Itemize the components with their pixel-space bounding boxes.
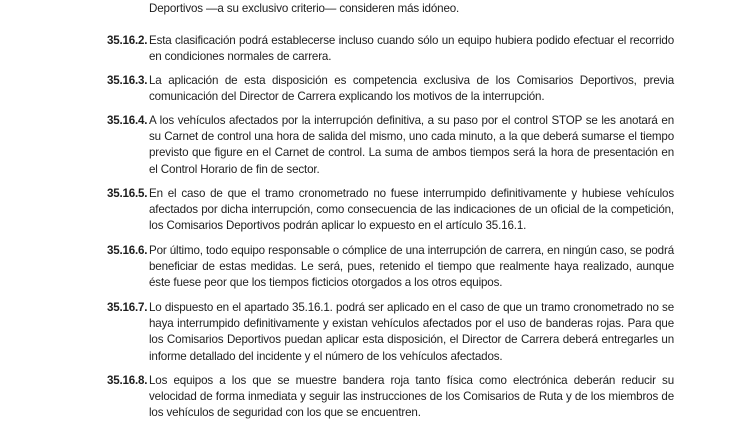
article-number: 35.16.5.: [107, 187, 148, 200]
article-number: 35.16.2.: [107, 34, 148, 47]
article-number: 35.16.4.: [107, 114, 148, 127]
article-number: 35.16.6.: [107, 244, 148, 257]
article-text: Los equipos a los que se muestre bandera roja tanto física como electrónica deberán reducir su velocidad de forma inmediata y seguir las instrucciones de los Comisarios de Ruta y de los miembros de los vehículos de seguridad con los que se encuentren.: [149, 374, 674, 420]
article-number: 35.16.7.: [107, 301, 148, 314]
continuation-text: Deportivos —a su exclusivo criterio— consideren más idóneo.: [149, 2, 460, 15]
article-text: La aplicación de esta disposición es competencia exclusiva de los Comisarios Deportivos, previa comunicación del Director de Carrera explicando los motivos de la interrupción.: [149, 74, 674, 104]
article-text: A los vehículos afectados por la interrupción definitiva, a su paso por el control STOP se les anotará en su Carnet de control una hora de salida del mismo, uno cada minuto, a la que deberá sumarse el tiempo previsto que figure en el Carnet de control. La suma de ambos tiempos será la hora de presentación en el Control Horario de fin de sector.: [149, 114, 674, 176]
article-text: En el caso de que el tramo cronometrado no fuese interrumpido definitivamente y hubiese vehículos afectados por dicha interrupción, como consecuencia de las indicaciones de un oficial de la competición, los Comisarios Deportivos podrán aplicar lo expuesto en el artículo 35.16.1.: [149, 187, 674, 233]
article-text: Por último, todo equipo responsable o cómplice de una interrupción de carrera, en ningún caso, se podrá beneficiar de estas medidas. Le será, pues, retenido el tiempo que realmente haya realizado, aunque éste fuese peor que los tiempos ficticios otorgados a los otros equipos.: [149, 244, 674, 290]
article-text: Esta clasificación podrá establecerse incluso cuando sólo un equipo hubiera podido efectuar el recorrido en condiciones normales de carrera.: [149, 34, 674, 64]
article-number: 35.16.8.: [107, 374, 148, 387]
article-text: Lo dispuesto en el apartado 35.16.1. podrá ser aplicado en el caso de que un tramo cronometrado no se haya interrumpido definitivamente y existan vehículos afectados por el uso de banderas rojas. Para que los Comisarios Deportivos puedan aplicar esta disposición, el Director de Carrera deberá entregarles un informe detallado del incidente y el número de los vehículos afectados.: [149, 301, 674, 363]
article-number: 35.16.3.: [107, 74, 148, 87]
